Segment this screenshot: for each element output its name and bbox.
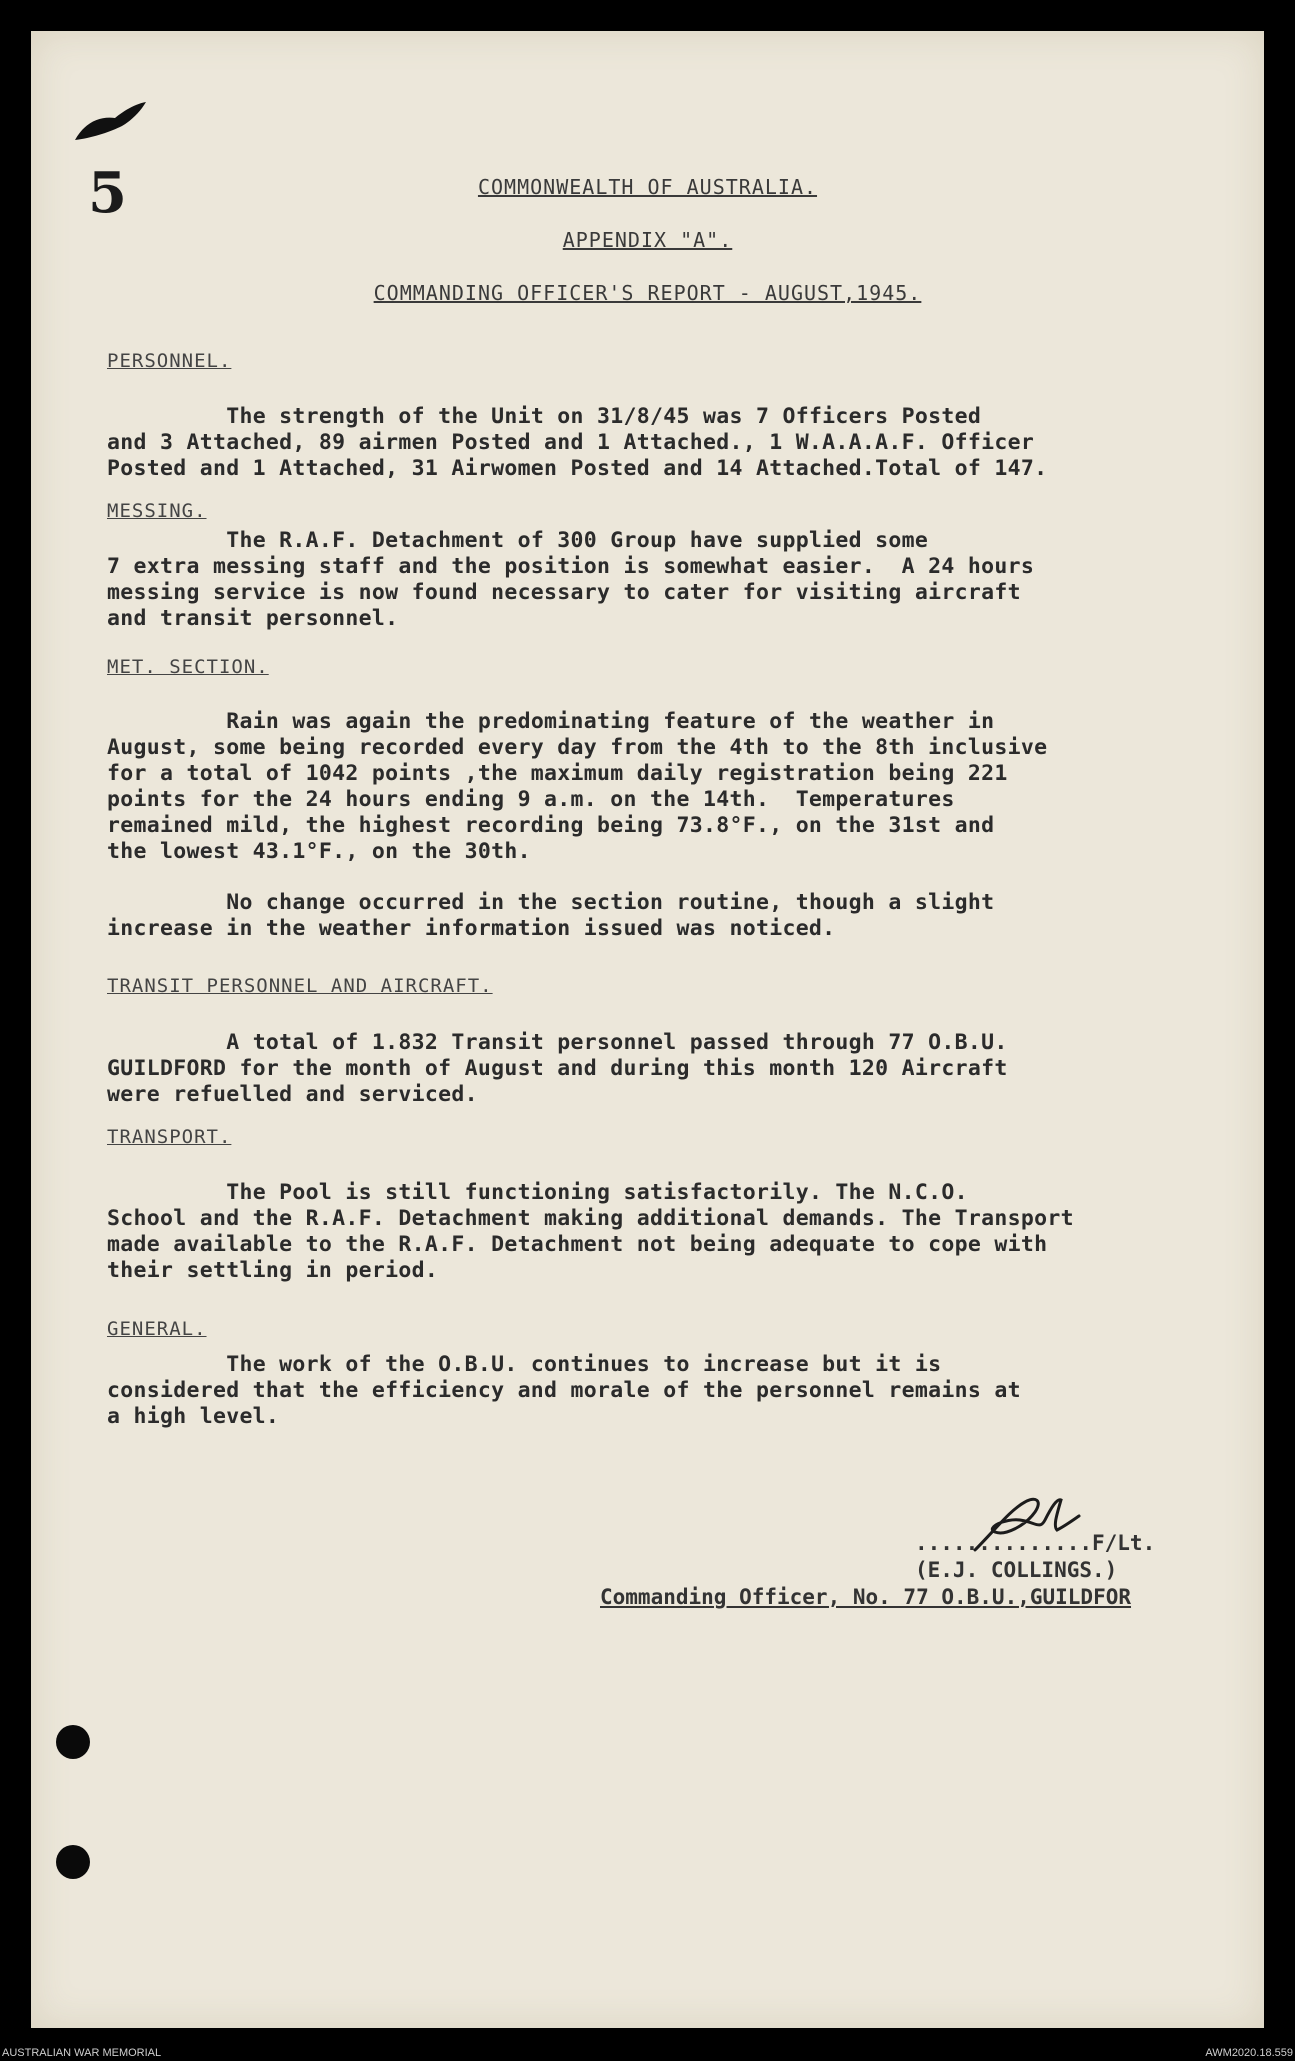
paragraph-met-routine: No change occurred in the section routine, though a slight increase in the weather information issued was noticed. xyxy=(107,890,995,941)
section-heading-transport: TRANSPORT. xyxy=(107,1126,232,1148)
punch-hole xyxy=(56,1845,90,1879)
paragraph-messing: The R.A.F. Detachment of 300 Group have supplied some 7 extra messing staff and the position is somewhat easier. A 24 hours messing service is now found necessary to cater for visiting aircraft and transit personnel. xyxy=(107,528,1035,631)
heading-appendix: APPENDIX "A". xyxy=(562,228,733,252)
signature-title: Commanding Officer, No. 77 O.B.U.,GUILDFOR xyxy=(600,1585,1132,1609)
paragraph-transit: A total of 1.832 Transit personnel passed through 77 O.B.U. GUILDFORD for the month of August and during this month 120 Aircraft were refuelled and serviced. xyxy=(107,1030,1008,1107)
heading-report-title: COMMANDING OFFICER'S REPORT - AUGUST,1945. xyxy=(373,281,922,305)
section-heading-met-section: MET. SECTION. xyxy=(107,656,269,678)
section-heading-general: GENERAL. xyxy=(107,1318,207,1340)
footer-credit: AUSTRALIAN WAR MEMORIAL xyxy=(2,2047,162,2059)
punch-hole xyxy=(56,1725,90,1759)
ink-blot-mark xyxy=(70,100,150,150)
signature-rank-line: ..............F/Lt. xyxy=(915,1531,1156,1555)
paragraph-met-weather: Rain was again the predominating feature of the weather in August, some being recorded every day from the 4th to the 8th inclusive for a total of 1042 points ,the maximum daily registration being 221 points for the 24 hours ending 9 a.m. on the 14th. Temperatures remained mild, the highest recording being 73.8°F., on the 31st and the lowest 43.1°F., on the 30th. xyxy=(107,709,1048,864)
section-heading-messing: MESSING. xyxy=(107,500,207,522)
paragraph-transport: The Pool is still functioning satisfactorily. The N.C.O. School and the R.A.F. Detachment making additional demands. The Transport made available to the R.A.F. Detachment not being adequate to cope with their settling in period. xyxy=(107,1180,1074,1283)
paragraph-general: The work of the O.B.U. continues to increase but it is considered that the efficiency and morale of the personnel remains at a high level. xyxy=(107,1352,1021,1429)
footer-reference: AWM2020.18.559 xyxy=(1205,2047,1293,2059)
paragraph-personnel: The strength of the Unit on 31/8/45 was 7 Officers Posted and 3 Attached, 89 airmen Posted and 1 Attached., 1 W.A.A.A.F. Officer Posted and 1 Attached, 31 Airwomen Posted and 14 Attached.Total of 147. xyxy=(107,404,1048,481)
section-heading-personnel: PERSONNEL. xyxy=(107,350,232,372)
page-number: 5 xyxy=(88,160,127,226)
section-heading-transit: TRANSIT PERSONNEL AND AIRCRAFT. xyxy=(107,975,493,997)
signature-name: (E.J. COLLINGS.) xyxy=(915,1558,1118,1582)
heading-commonwealth: COMMONWEALTH OF AUSTRALIA. xyxy=(477,175,818,199)
